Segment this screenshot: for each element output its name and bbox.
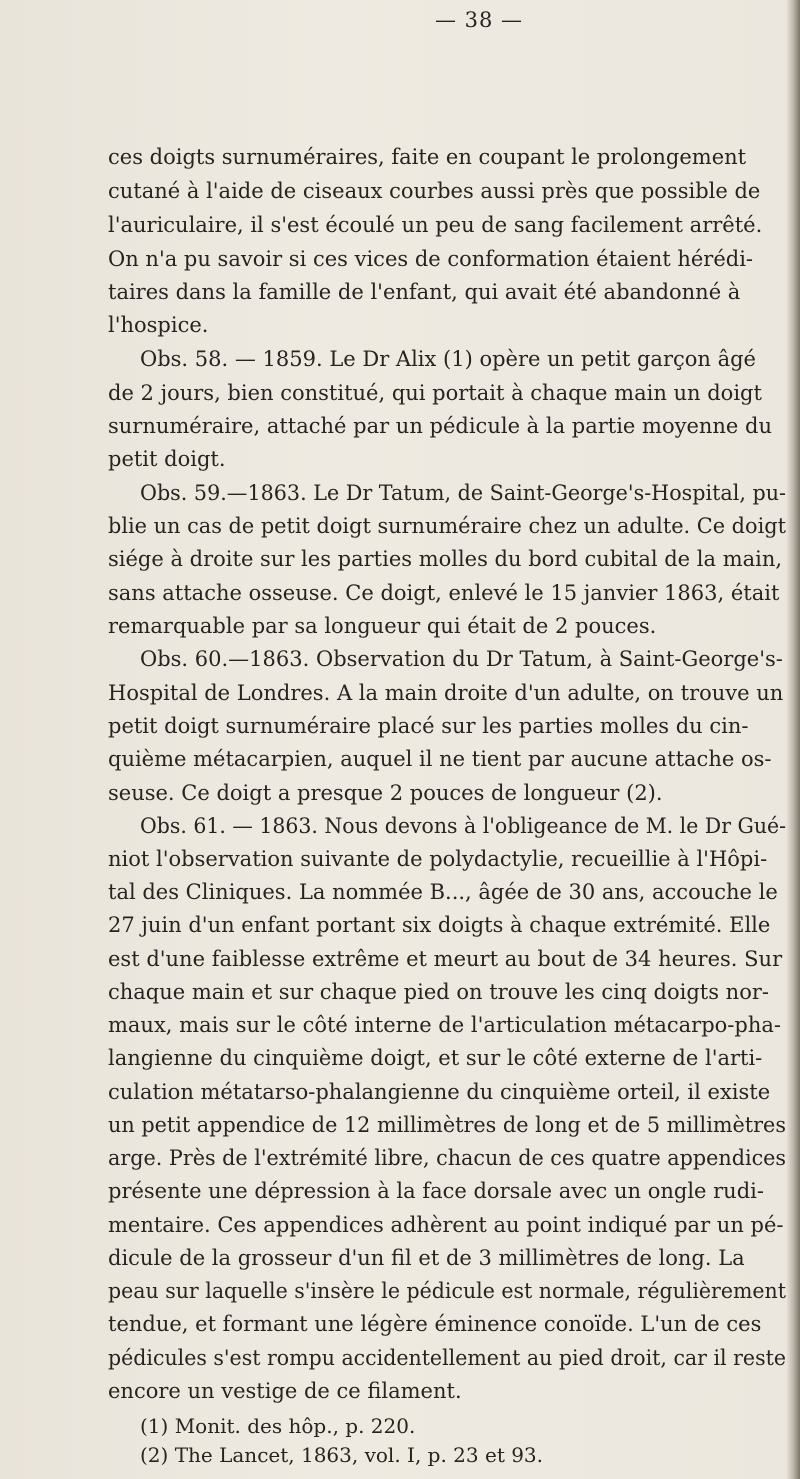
text-line: 27 juin d'un enfant portant six doigts à chaque extrémité. Elle	[108, 913, 771, 937]
text-line: dicule de la grosseur d'un fil et de 3 millimètres de long. La	[108, 1246, 745, 1270]
text-line: peau sur laquelle s'insère le pédicule est normale, régulièrement	[108, 1279, 787, 1303]
text-line: tal des Cliniques. La nommée B..., âgée de 30 ans, accouche le	[108, 880, 778, 904]
text-line: Hospital de Londres. A la main droite d'un adulte, on trouve un	[108, 681, 784, 705]
text-line: encore un vestige de ce filament.	[108, 1379, 462, 1403]
text-line: taires dans la famille de l'enfant, qui avait été abandonné à	[108, 280, 741, 304]
text-line: siége à droite sur les parties molles du bord cubital de la main,	[108, 547, 783, 571]
text-line: ces doigts surnuméraires, faite en coupant le prolongement	[108, 145, 747, 169]
text-line: tendue, et formant une légère éminence conoïde. L'un de ces	[108, 1312, 762, 1336]
text-line: mentaire. Ces appendices adhèrent au point indiqué par un pé-	[108, 1213, 784, 1237]
page-spine-shadow	[786, 0, 800, 1479]
page-number: — 38 —	[434, 8, 524, 32]
text-line: arge. Près de l'extrémité libre, chacun de ces quatre appendices	[108, 1146, 787, 1170]
text-line: remarquable par sa longueur qui était de 2 pouces.	[108, 614, 657, 638]
text-line: surnuméraire, attaché par un pédicule à la partie moyenne du	[108, 414, 773, 438]
text-line: Obs. 61. — 1863. Nous devons à l'obligeance de M. le Dr Gué-	[140, 814, 787, 838]
text-line: blie un cas de petit doigt surnuméraire chez un adulte. Ce doigt	[108, 514, 786, 538]
text-line: quième métacarpien, auquel il ne tient par aucune attache os-	[108, 747, 772, 771]
text-line: est d'une faiblesse extrême et meurt au bout de 34 heures. Sur	[108, 947, 783, 971]
text-line: Obs. 58. — 1859. Le Dr Alix (1) opère un petit garçon âgé	[140, 347, 756, 371]
text-line: petit doigt surnuméraire placé sur les parties molles du cin-	[108, 714, 749, 738]
text-line: l'auriculaire, il s'est écoulé un peu de sang facilement arrêté.	[108, 213, 763, 237]
text-line: de 2 jours, bien constitué, qui portait à chaque main un doigt	[108, 381, 762, 405]
text-line: seuse. Ce doigt a presque 2 pouces de longueur (2).	[108, 781, 663, 805]
text-line: sans attache osseuse. Ce doigt, enlevé le 15 janvier 1863, était	[108, 581, 780, 605]
text-line: petit doigt.	[108, 447, 226, 471]
text-line: On n'a pu savoir si ces vices de conformation étaient hérédi-	[108, 247, 754, 271]
text-line: Obs. 60.—1863. Observation du Dr Tatum, à Saint-George's-	[140, 647, 783, 671]
footnote: (1) Monit. des hôp., p. 220.	[140, 1414, 416, 1438]
text-line: culation métatarso-phalangienne du cinquième orteil, il existe	[108, 1080, 771, 1104]
text-line: Obs. 59.—1863. Le Dr Tatum, de Saint-George's-Hospital, pu-	[140, 481, 787, 505]
text-line: niot l'observation suivante de polydactylie, recueillie à l'Hôpi-	[108, 847, 768, 871]
text-line: chaque main et sur chaque pied on trouve les cinq doigts nor-	[108, 980, 769, 1004]
text-line: l'hospice.	[108, 313, 209, 337]
text-line: présente une dépression à la face dorsale avec un ongle rudi-	[108, 1179, 764, 1203]
text-line: maux, mais sur le côté interne de l'articulation métacarpo-pha-	[108, 1013, 781, 1037]
text-line: cutané à l'aide de ciseaux courbes aussi près que possible de	[108, 179, 761, 203]
text-line: un petit appendice de 12 millimètres de long et de 5 millimètres	[108, 1113, 786, 1137]
footnote: (2) The Lancet, 1863, vol. I, p. 23 et 93.	[140, 1443, 544, 1467]
text-line: langienne du cinquième doigt, et sur le côté externe de l'arti-	[108, 1046, 763, 1070]
text-line: pédicules s'est rompu accidentellement au pied droit, car il reste	[108, 1346, 786, 1370]
